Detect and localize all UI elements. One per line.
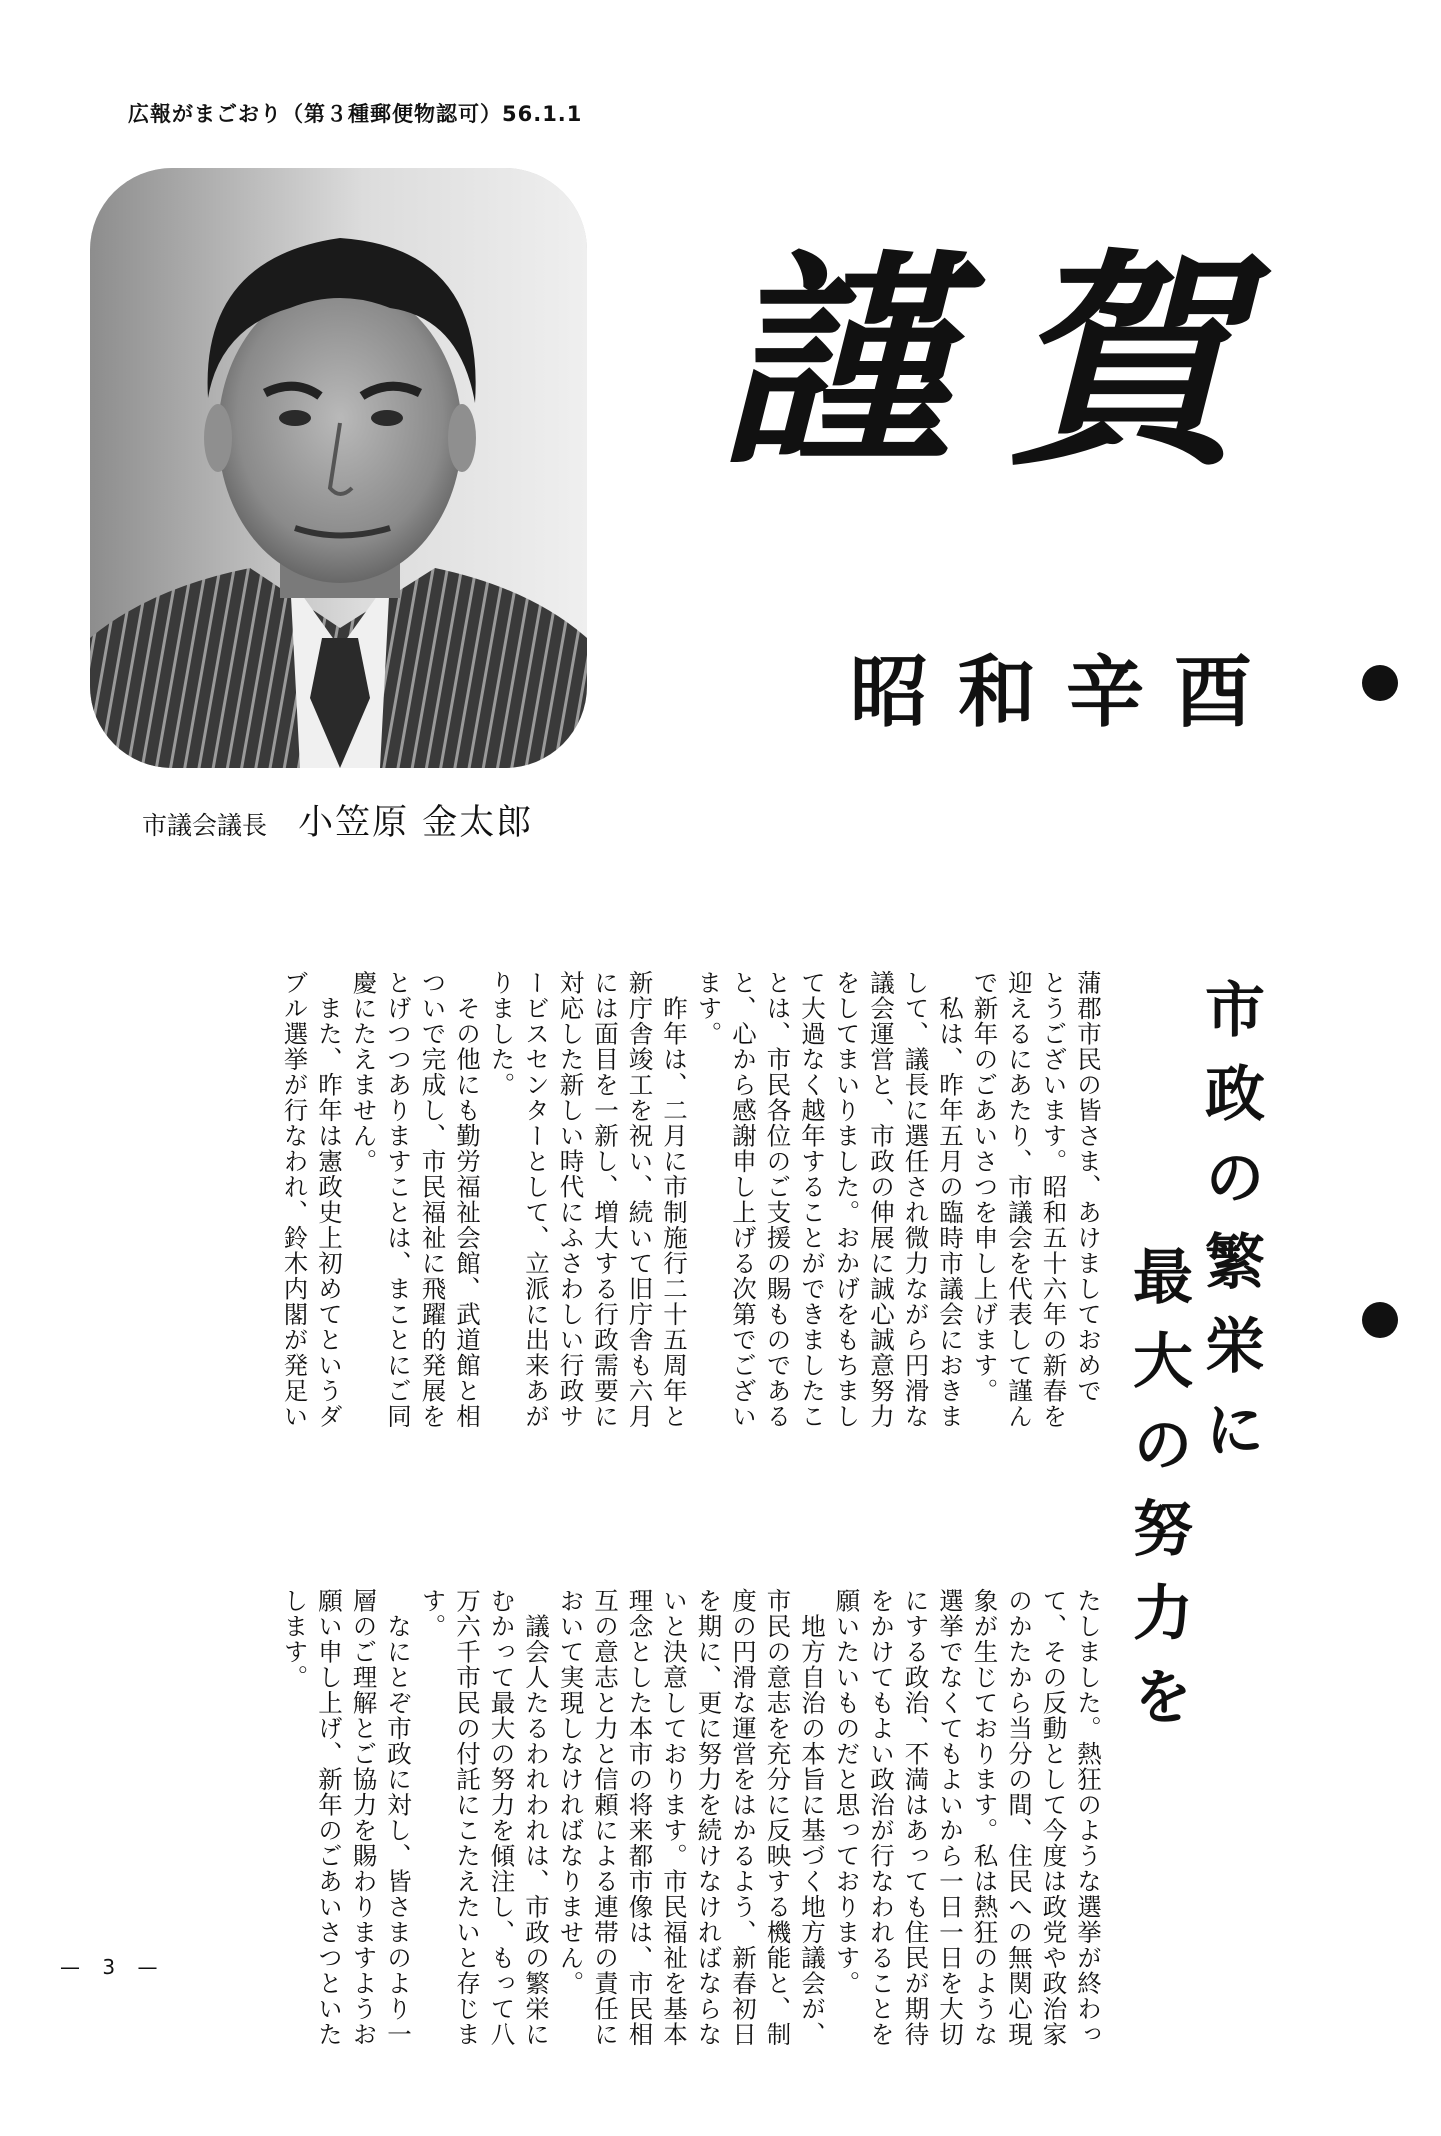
portrait-image: [90, 168, 587, 768]
headline-line-1: 市政の繁栄に: [1195, 978, 1265, 1482]
article-upper-block: [149, 970, 1105, 1518]
article-column: 層のご理解とご協力を賜わりますようお: [349, 1588, 379, 2047]
article-column: ブル選挙が行なわれ、鈴木内閣が発足い: [280, 970, 310, 1429]
article-column: その他にも勤労福祉会館、武道館と相: [453, 970, 482, 1429]
article-column: 慶にたえません。: [349, 970, 379, 1174]
article-column: 理念とした本市の将来都市像は、市民相: [625, 1588, 655, 2047]
greeting-char-ga: 賀: [1008, 228, 1238, 498]
era-name: 昭和辛酉: [850, 647, 1283, 738]
article-column: を期に、更に努力を続けなければならな: [694, 1588, 724, 2047]
article-column: いと決意しております。市民福祉を基本: [660, 1588, 689, 2047]
article-column: とうございます。昭和五十六年の新春を: [1039, 970, 1069, 1429]
article-column: 議会運営と、市政の伸展に誠心誠意努力: [867, 970, 896, 1429]
article-lower-block: [149, 1588, 1105, 2136]
article-column: をしてまいりました。おかげをもちまし: [832, 970, 862, 1429]
article-column: ービスセンターとして、立派に出来あが: [522, 970, 551, 1429]
article-column: 昨年は、二月に市制施行二十五周年と: [660, 970, 689, 1429]
portrait-photo: [90, 168, 587, 768]
article-column: 選挙でなくてもよいから一日一日を大切: [936, 1588, 965, 2047]
publication-header: 広報がまごおり（第３種郵便物認可）56.1.1: [128, 102, 583, 126]
article-column: 迎えるにあたり、市議会を代表して謹ん: [1005, 970, 1034, 1429]
article-column: 度の円滑な運営をはかるよう、新春初日: [729, 1588, 758, 2047]
article-column: とげつつありますことは、まことにご同: [384, 970, 413, 1429]
article-column: とは、市民各位のご支援の賜ものである: [763, 970, 793, 1429]
page-number: — 3 —: [60, 1955, 166, 1979]
bullet-dot-lower: [1362, 1302, 1398, 1338]
article-column: と、心から感謝申し上げる次第でござい: [729, 970, 758, 1429]
article-column: むかって最大の努力を傾注し、もって八: [487, 1588, 517, 2047]
article-column: 象が生じております。私は熱狂のような: [970, 1588, 1000, 2047]
article-column: 蒲郡市民の皆さま、あけましておめで: [1074, 970, 1103, 1404]
article-column: ついで完成し、市民福祉に飛躍的発展を: [418, 970, 448, 1429]
article-column: す。: [418, 1588, 448, 1639]
article-column: 願い申し上げ、新年のごあいさつといた: [315, 1588, 344, 2047]
article-column: にする政治、不満はあっても住民が期待: [901, 1588, 931, 2047]
greeting-char-kin: 謹: [718, 228, 948, 498]
article-column: て、その反動として今度は政党や政治家: [1039, 1588, 1069, 2047]
article-column: 万六千市民の付託にこたえたいと存じま: [453, 1588, 482, 2047]
article-column: で新年のごあいさつを申し上げます。: [970, 970, 1000, 1404]
article-column: なにとぞ市政に対し、皆さまのより一: [384, 1588, 413, 2047]
article-column: には面目を一新し、増大する行政需要に: [591, 970, 620, 1429]
article-column: りました。: [487, 970, 517, 1098]
bullet-dot-upper: [1362, 665, 1398, 701]
article-column: ます。: [694, 970, 724, 1047]
article-column: また、昨年は憲政史上初めてというダ: [315, 970, 344, 1429]
article-column: します。: [280, 1588, 310, 1690]
article-column: 願いたいものだと思っております。: [832, 1588, 862, 1996]
caption-name: 小笠原 金太郎: [298, 803, 534, 843]
article-column: をかけてもよい政治が行なわれることを: [867, 1588, 896, 2047]
article-column: 新庁舎竣工を祝い、続いて旧庁舎も六月: [625, 970, 655, 1429]
article-column: 私は、昨年五月の臨時市議会におきま: [936, 970, 965, 1429]
article-column: 市民の意志を充分に反映する機能と、制: [763, 1588, 793, 2047]
article-column: 対応した新しい時代にふさわしい行政サ: [556, 970, 586, 1429]
article-column: 地方自治の本旨に基づく地方議会が、: [798, 1588, 827, 2047]
article-column: たしました。熱狂のような選挙が終わっ: [1074, 1588, 1103, 2047]
article-column: 議会人たるわれわれは、市政の繁栄に: [522, 1588, 551, 2047]
article-column: して、議長に選任され微力ながら円滑な: [901, 970, 931, 1429]
photo-caption: [142, 795, 533, 845]
article-column: て大過なく越年することができましたこ: [798, 970, 827, 1429]
article-column: おいて実現しなければなりません。: [556, 1588, 586, 1996]
article-column: 互の意志と力と信頼による連帯の責任に: [591, 1588, 620, 2047]
headline-line-2: 最大の努力を: [1123, 1245, 1193, 1749]
caption-role: 市議会議長: [142, 811, 268, 840]
article-column: のかたから当分の間、住民への無関心現: [1005, 1588, 1034, 2047]
